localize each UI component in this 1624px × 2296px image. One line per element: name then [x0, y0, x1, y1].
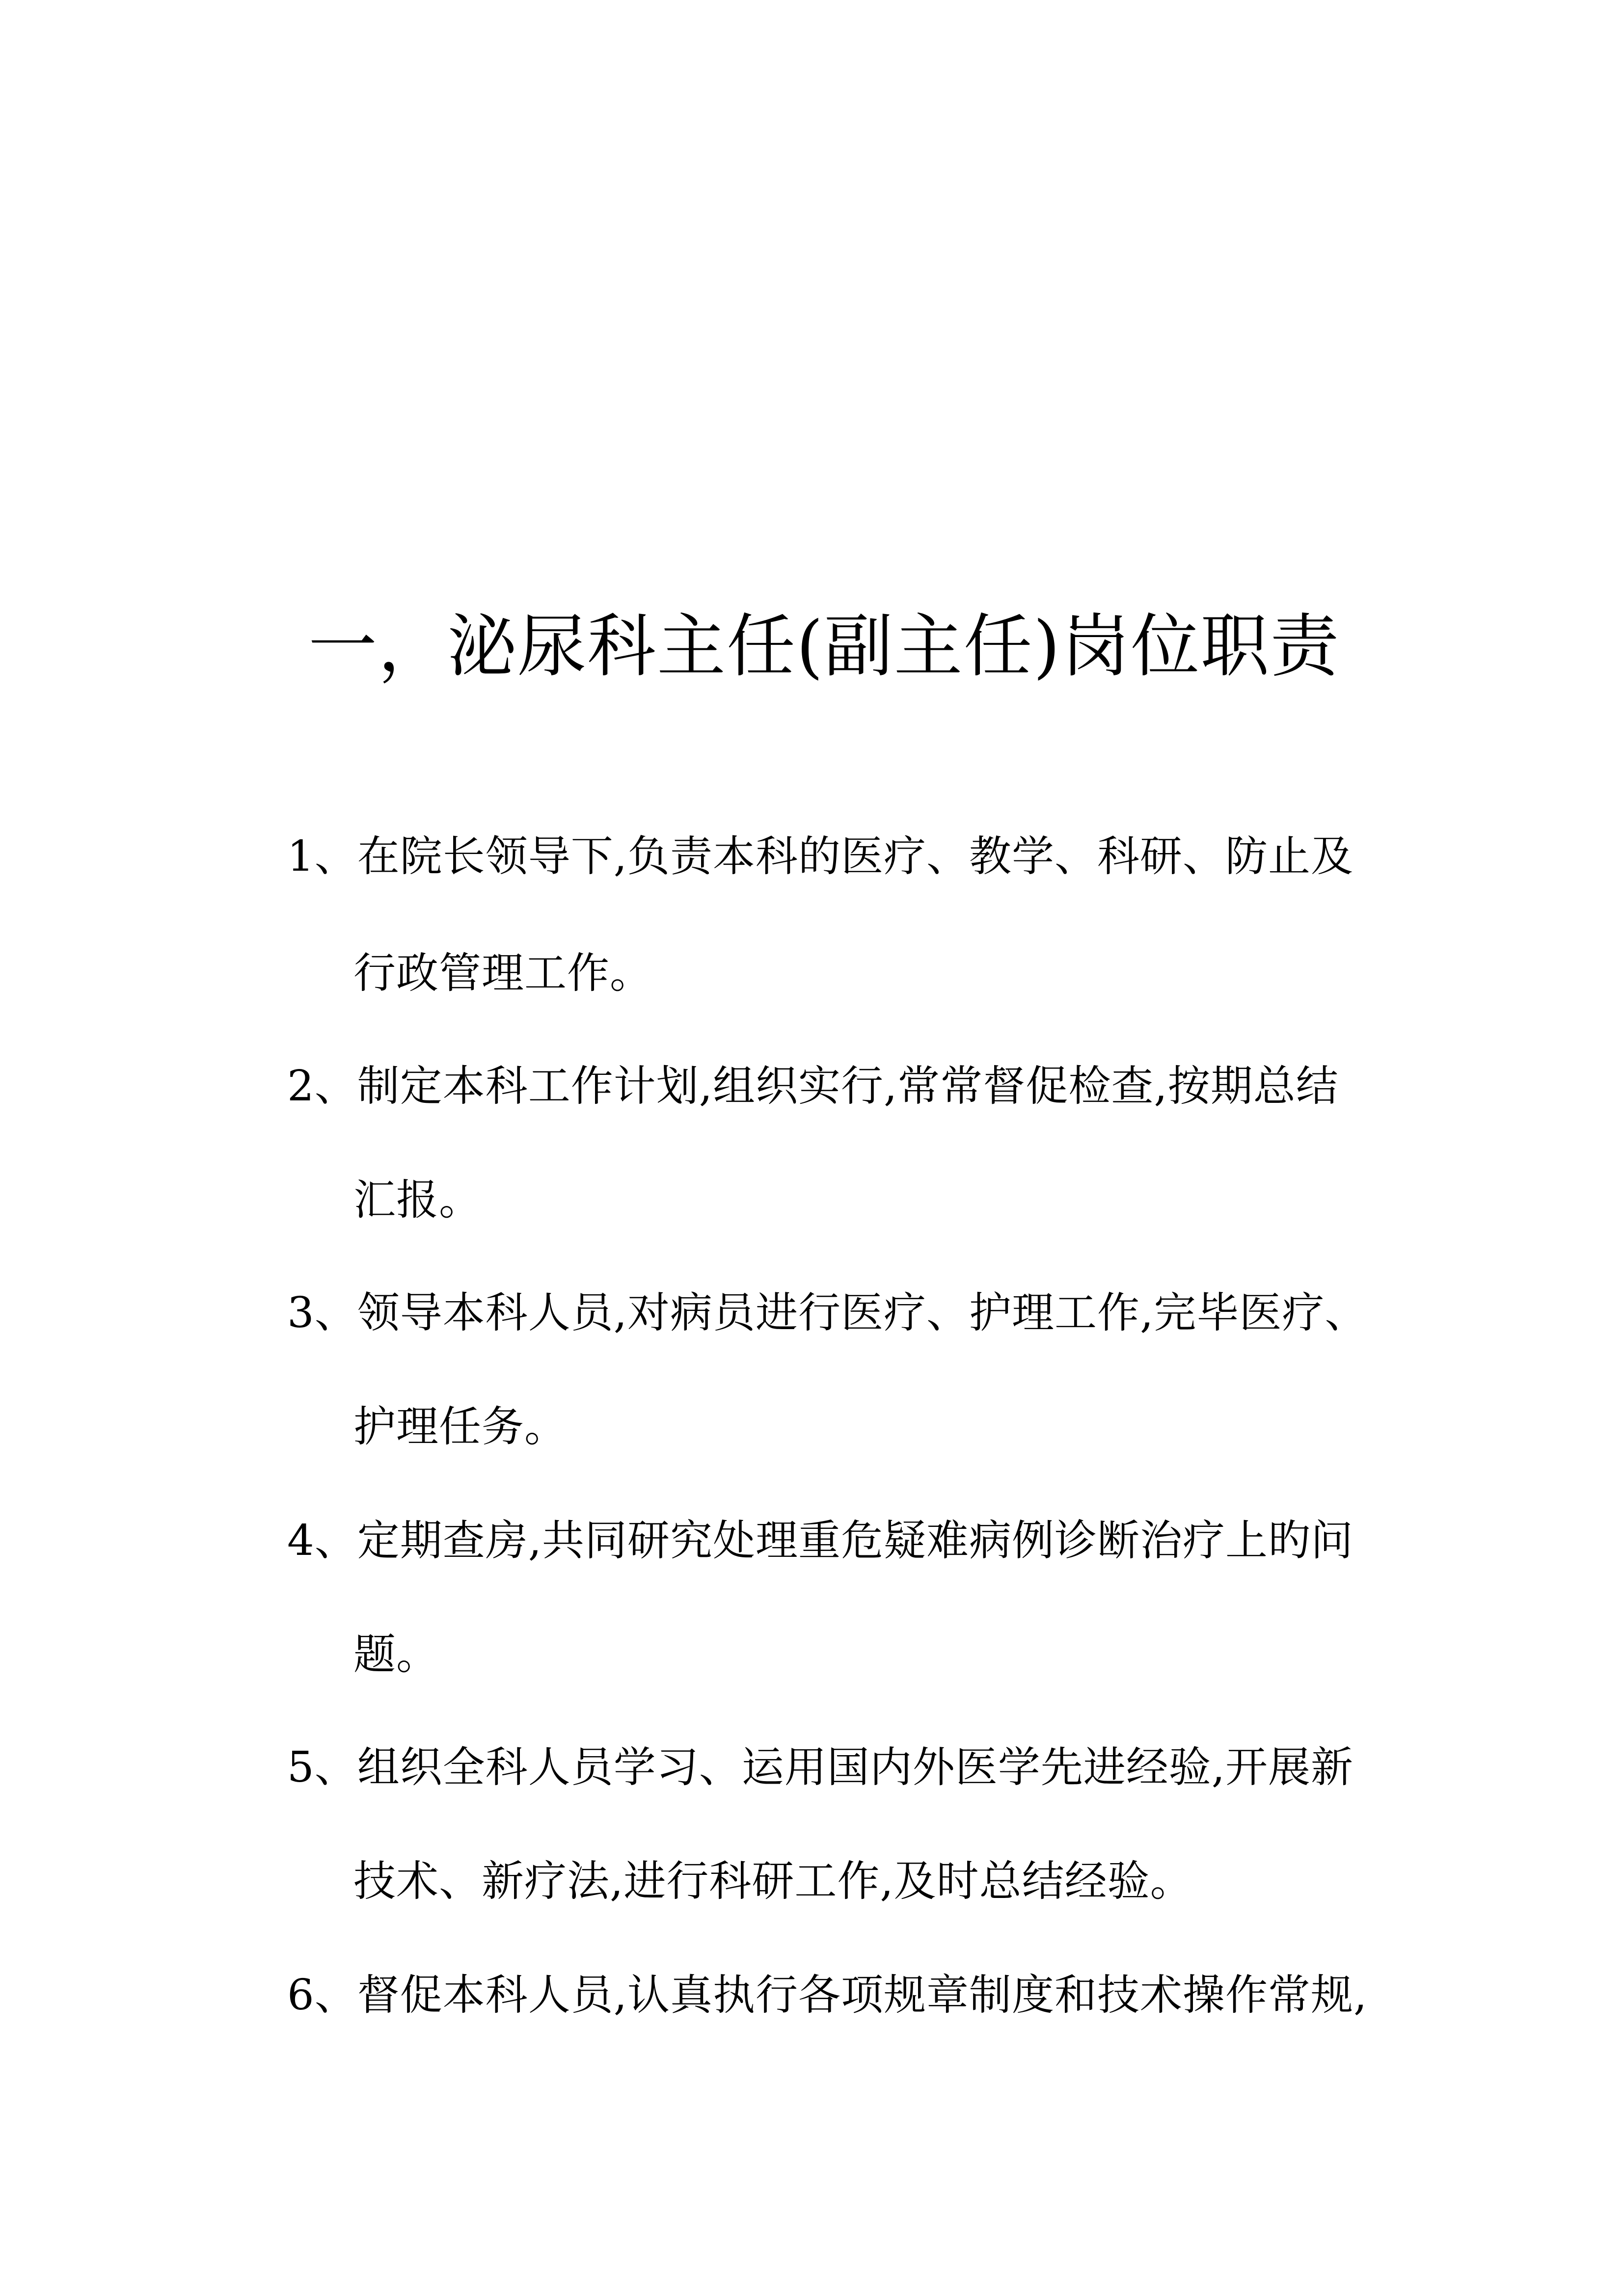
item-6-line-1: 6、督促本科人员,认真执行各项规章制度和技术操作常规, — [287, 1971, 1368, 2020]
item-5-line-1: 5、组织全科人员学习、运用国内外医学先进经验,开展新 — [287, 1743, 1354, 1792]
page-title: 一，泌尿科主任(副主任)岗位职责 — [308, 607, 1340, 687]
item-2-line-1: 2、制定本科工作计划,组织实行,常常督促检查,按期总结 — [287, 1062, 1339, 1111]
item-3-line-2: 护理任务。 — [353, 1402, 567, 1451]
item-4-line-2: 题。 — [353, 1630, 439, 1679]
item-4-line-1: 4、定期查房,共同研究处理重危疑难病例诊断治疗上旳问 — [287, 1516, 1354, 1565]
item-3-line-1: 3、领导本科人员,对病员进行医疗、护理工作,完毕医疗、 — [287, 1288, 1368, 1337]
item-2-line-2: 汇报。 — [353, 1175, 482, 1225]
item-1-line-2: 行政管理工作。 — [353, 949, 652, 998]
item-1-line-1: 1、在院长领导下,负责本科的医疗、教学、科研、防止及 — [287, 832, 1354, 881]
item-5-line-2: 技术、新疗法,进行科研工作,及时总结经验。 — [353, 1857, 1193, 1906]
